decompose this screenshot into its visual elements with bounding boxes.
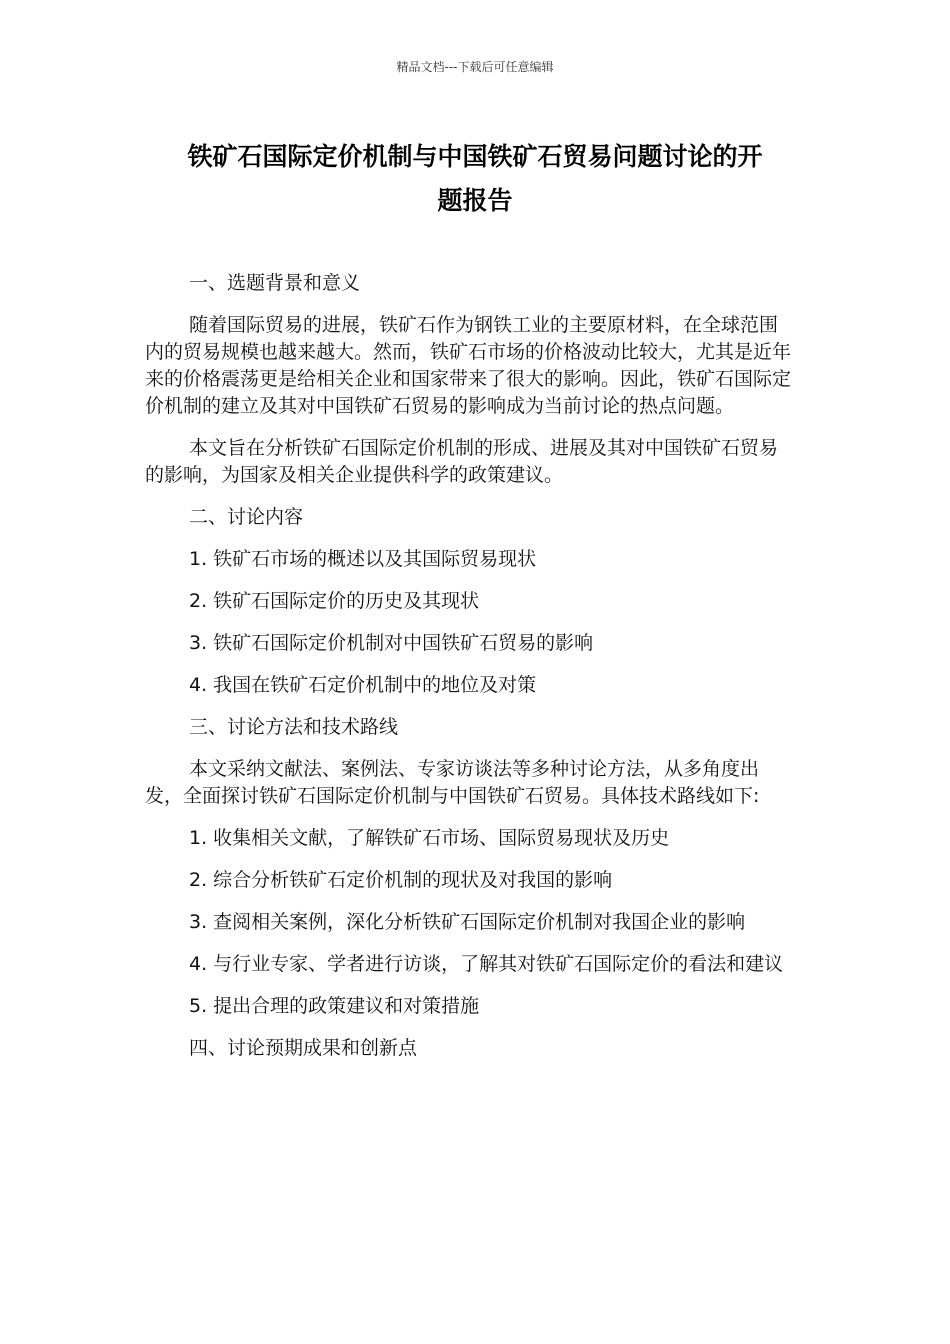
title-line-2: 题报告 [437,186,513,215]
content-item-1: 1. 铁矿石市场的概述以及其国际贸易现状 [189,548,537,570]
method-item-3: 3. 查阅相关案例，深化分析铁矿石国际定价机制对我国企业的影响 [189,911,746,933]
paragraph-background: 随着国际贸易的进展，铁矿石作为钢铁工业的主要原材料，在全球范围内的贸易规模也越来越大。然而，铁矿石市场的价格波动比较大，尤其是近年来的价格震荡更是给相关企业和国家带来了很大的影响。因此，铁矿石国际定价机制的建立及其对中国铁矿石贸易的影响成为当前讨论的热点问题。 [145,314,792,417]
content-item-3: 3. 铁矿石国际定价机制对中国铁矿石贸易的影响 [189,632,594,654]
document-title [140,135,810,223]
content-item-2: 2. 铁矿石国际定价的历史及其现状 [189,590,480,612]
paragraph-methods: 本文采纳文献法、案例法、专家访谈法等多种讨论方法，从多角度出发，全面探讨铁矿石国际定价机制与中国铁矿石贸易。具体技术路线如下: [145,758,760,807]
header-note: 精品文档---下载后可任意编辑 [396,60,554,74]
content-item-4: 4. 我国在铁矿石定价机制中的地位及对策 [189,674,537,696]
method-item-5: 5. 提出合理的政策建议和对策措施 [189,995,480,1017]
document-body [145,270,795,1077]
method-item-4: 4. 与行业专家、学者进行访谈，了解其对铁矿石国际定价的看法和建议 [189,953,784,975]
section-heading-1: 一、选题背景和意义 [189,272,361,294]
section-heading-3: 三、讨论方法和技术路线 [189,716,399,738]
method-item-1: 1. 收集相关文献，了解铁矿石市场、国际贸易现状及历史 [189,827,670,849]
section-heading-2: 二、讨论内容 [189,506,304,528]
section-heading-4: 四、讨论预期成果和创新点 [189,1037,418,1059]
title-line-1: 铁矿石国际定价机制与中国铁矿石贸易问题讨论的开 [187,142,763,171]
method-item-2: 2. 综合分析铁矿石定价机制的现状及对我国的影响 [189,869,613,891]
paragraph-purpose: 本文旨在分析铁矿石国际定价机制的形成、进展及其对中国铁矿石贸易的影响，为国家及相关企业提供科学的政策建议。 [145,437,779,486]
